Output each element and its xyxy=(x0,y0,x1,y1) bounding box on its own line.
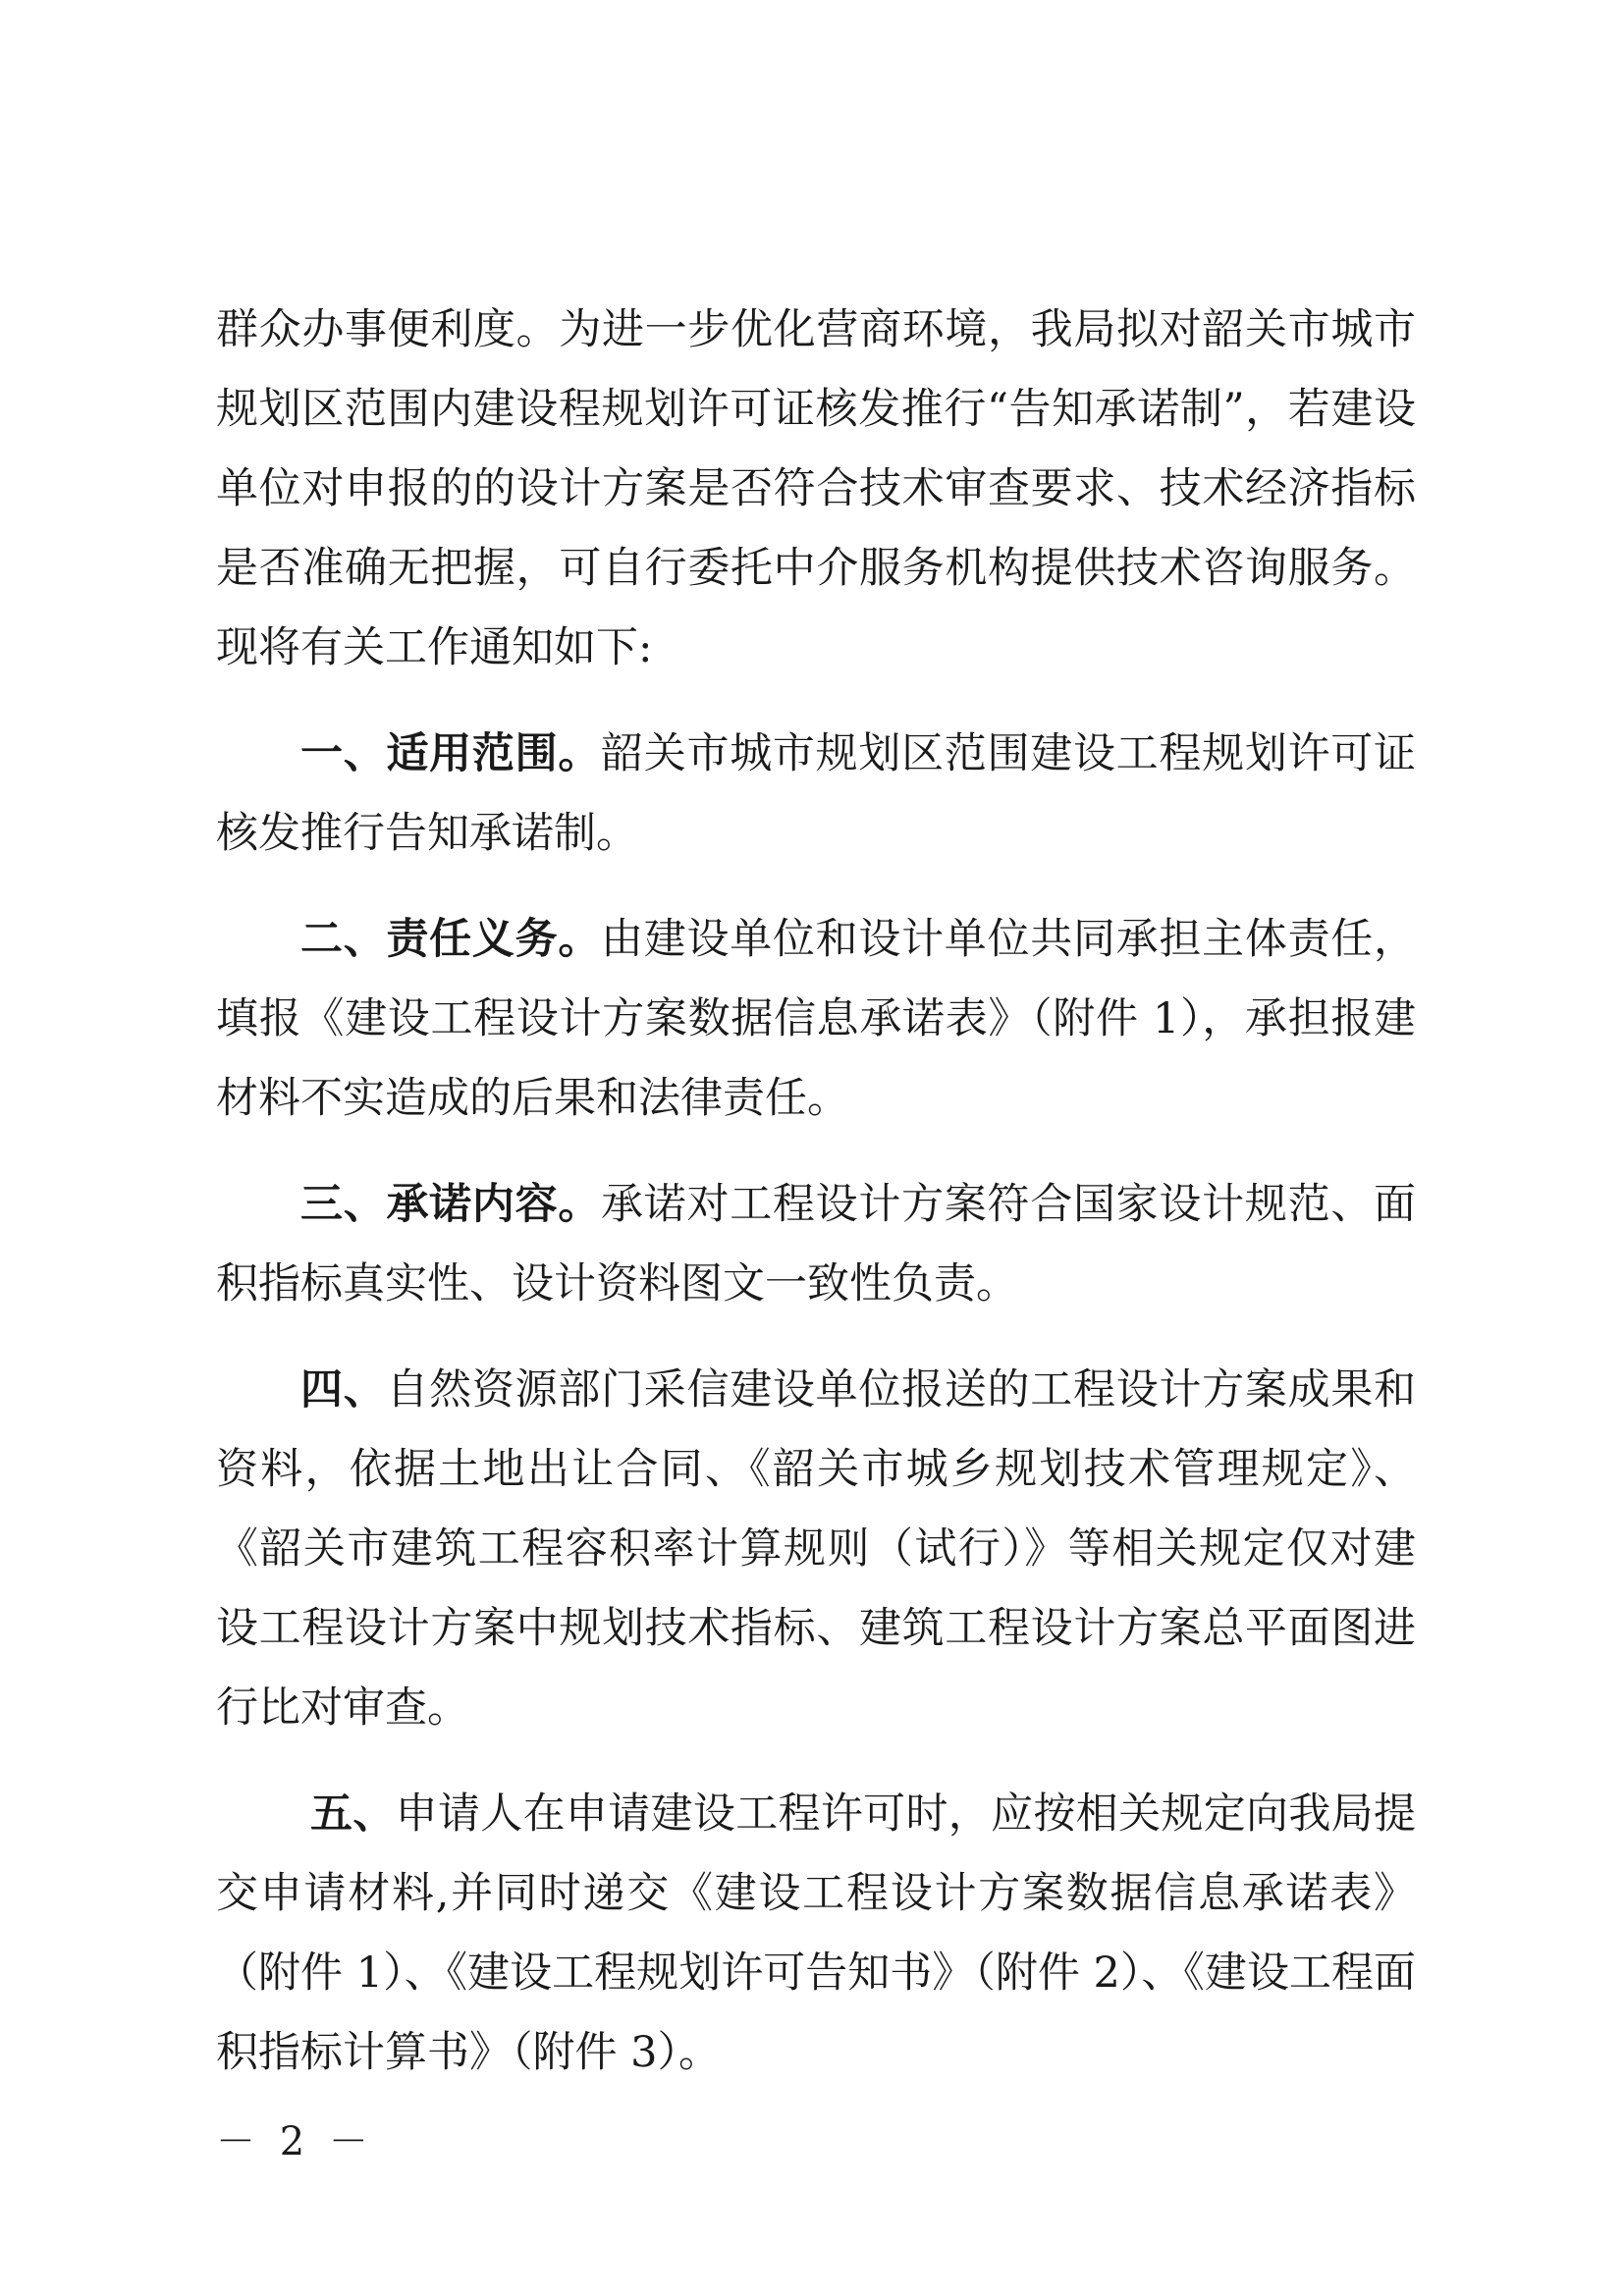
heading-commitment: 三、承诺内容。 xyxy=(300,1180,602,1229)
heading-application: 五、 xyxy=(310,1789,396,1839)
paragraph-scope-text: 韶关市城市规划区范围建设工程规划许可证核发推行告知承诺制。 xyxy=(216,729,1417,858)
paragraph-commitment xyxy=(216,1165,1416,1324)
paragraph-responsibility-text: 由建设单位和设计单位共同承担主体责任，填报《建设工程设计方案数据信息承诺表》（附件 1），承担报建材料不实造成的后果和法律责任。 xyxy=(216,915,1417,1123)
paragraph-intro xyxy=(216,291,1416,688)
paragraph-scope xyxy=(216,715,1416,874)
page-number: － 2 － xyxy=(216,2119,374,2164)
heading-responsibility: 二、责任义务。 xyxy=(300,915,602,964)
heading-review: 四、 xyxy=(300,1365,387,1415)
paragraph-application-text: 申请人在申请建设工程许可时，应按相关规定向我局提交申请材料,并同时递交《建设工程设计方案数据信息承诺表》（附件 1）、《建设工程规划许可告知书》（附件 2）、《建设工程面积指标计算书》（附件 3）。 xyxy=(216,1789,1417,2077)
heading-scope: 一、适用范围。 xyxy=(300,729,602,778)
paragraph-commitment-text: 承诺对工程设计方案符合国家设计规范、面积指标真实性、设计资料图文一致性负责。 xyxy=(216,1180,1417,1308)
paragraph-review xyxy=(216,1351,1416,1748)
paragraph-review-text: 自然资源部门采信建设单位报送的工程设计方案成果和资料，依据土地出让合同、《韶关市城乡规划技术管理规定》、《韶关市建筑工程容积率计算规则（试行）》等相关规定仅对建设工程设计方案中规划技术指标、建筑工程设计方案总平面图进行比对审查。 xyxy=(216,1365,1417,1733)
paragraph-responsibility xyxy=(216,900,1416,1139)
paragraph-application xyxy=(216,1775,1416,2093)
document-body xyxy=(216,291,1416,2093)
paragraph-intro-text: 群众办事便利度。为进一步优化营商环境，我局拟对韶关市城市规划区范围内建设程规划许可证核发推行“告知承诺制”，若建设单位对申报的的设计方案是否符合技术审查要求、技术经济指标是否准确无把握，可自行委托中介服务机构提供技术咨询服务。现将有关工作通知如下: xyxy=(216,305,1416,672)
